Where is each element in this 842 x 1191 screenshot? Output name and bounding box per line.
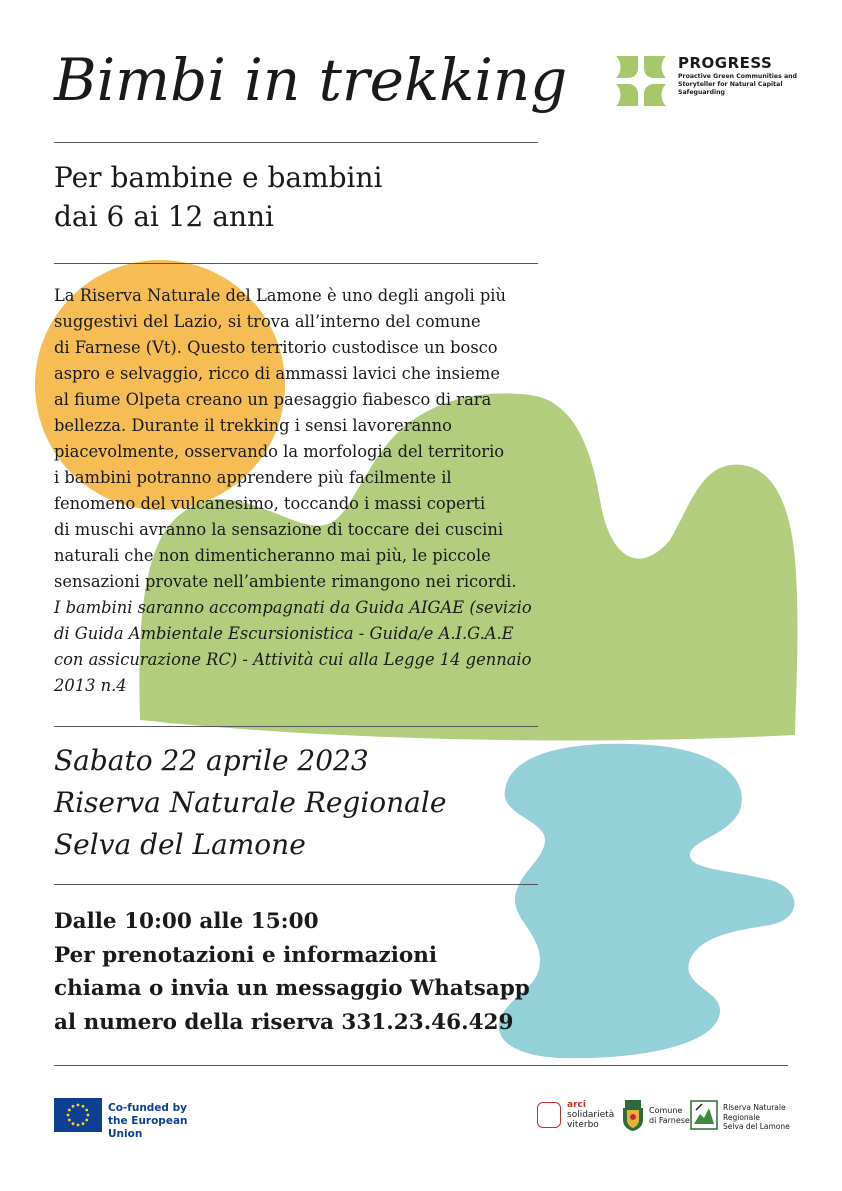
lamone-text [723,1103,790,1132]
progress-name: PROGRESS [678,54,773,72]
description-line: al fiume Olpeta creano un paesaggio fiabesco di rara [54,390,492,409]
divider-3 [54,726,538,727]
description [54,283,544,699]
booking-info [54,905,530,1039]
lamone-text-line-2: Regionale [723,1112,760,1122]
description-line: suggestivi del Lazio, si trova all’interno del comune [54,312,481,331]
divider-1 [54,142,538,143]
footer-divider [54,1065,788,1066]
lamone-text-line-1: Riserva Naturale [723,1103,786,1112]
progress-logo [614,54,797,108]
description-line: naturali che non dimenticheranno mai più, le piccole [54,546,491,565]
farnese-text-line-2: di Farnese [649,1116,690,1125]
event-date: Sabato 22 aprile 2023 [54,744,369,777]
divider-2 [54,263,538,264]
event-place-line-2: Selva del Lamone [54,828,306,861]
arci-text [567,1100,614,1130]
blue-blob-shape [499,744,795,1058]
eu-text [108,1102,224,1141]
description-line: di Farnese (Vt). Questo territorio custodisce un bosco [54,338,498,357]
subtitle [54,158,383,236]
eu-cofunded-logo [54,1098,224,1140]
description-line: i bambini potranno apprendere più facilmente il [54,468,452,487]
description-line: La Riserva Naturale del Lamone è uno degli angoli più [54,286,506,305]
eu-text-line-1: Co-funded by [108,1102,187,1114]
description-line: bellezza. Durante il trekking i sensi lavoreranno [54,416,452,435]
arci-text-line-3: viterbo [567,1120,599,1130]
farnese-text-line-1: Comune [649,1106,683,1115]
booking-line-2: Per prenotazioni e informazioni [54,942,438,968]
lamone-text-line-3: Selva del Lamone [723,1122,790,1131]
event-details [54,740,446,866]
event-place-line-1: Riserva Naturale Regionale [54,786,447,819]
guide-note-line: di Guida Ambientale Escursionistica - Guida/e A.I.G.A.E [54,624,514,643]
subtitle-line-1: Per bambine e bambini [54,161,383,194]
progress-tagline: Proactive Green Communities and Storyteller for Natural Capital Safeguarding [678,73,797,96]
arci-text-line-2: solidarietà [567,1110,615,1120]
arci-text-line-1: arci [567,1100,586,1110]
farnese-text [649,1106,690,1126]
event-time: Dalle 10:00 alle 15:00 [54,909,319,934]
page-title: Bimbi in trekking [54,46,568,114]
arci-face-icon [537,1102,561,1128]
subtitle-line-2: dai 6 ai 12 anni [54,200,274,233]
arci-logo [537,1098,617,1134]
progress-leaf-icon [614,54,668,108]
description-line: fenomeno del vulcanesimo, toccando i massi coperti [54,494,486,513]
description-line: piacevolmente, osservando la morfologia del territorio [54,442,505,461]
description-line: di muschi avranno la sensazione di toccare dei cuscini [54,520,504,539]
guide-note-line: I bambini saranno accompagnati da Guida AIGAE (sevizio [54,598,532,617]
eu-flag-icon [54,1098,102,1132]
description-line: aspro e selvaggio, ricco di ammassi lavici che insieme [54,364,500,383]
divider-4 [54,884,538,885]
guide-note-line: con assicurazione RC) - Attività cui alla Legge 14 gennaio [54,650,532,669]
riserva-lamone-logo [690,1100,790,1136]
lamone-deer-icon [690,1100,718,1130]
comune-farnese-logo [622,1098,692,1134]
booking-line-4: al numero della riserva 331.23.46.429 [54,1009,514,1035]
eu-text-line-2: the European Union [108,1115,188,1140]
booking-line-3: chiama o invia un messaggio Whatsapp [54,976,530,1001]
farnese-crest-icon [622,1098,644,1132]
guide-note-line: 2013 n.4 [54,676,127,695]
description-line: sensazioni provate nell’ambiente rimangono nei ricordi. [54,572,517,591]
